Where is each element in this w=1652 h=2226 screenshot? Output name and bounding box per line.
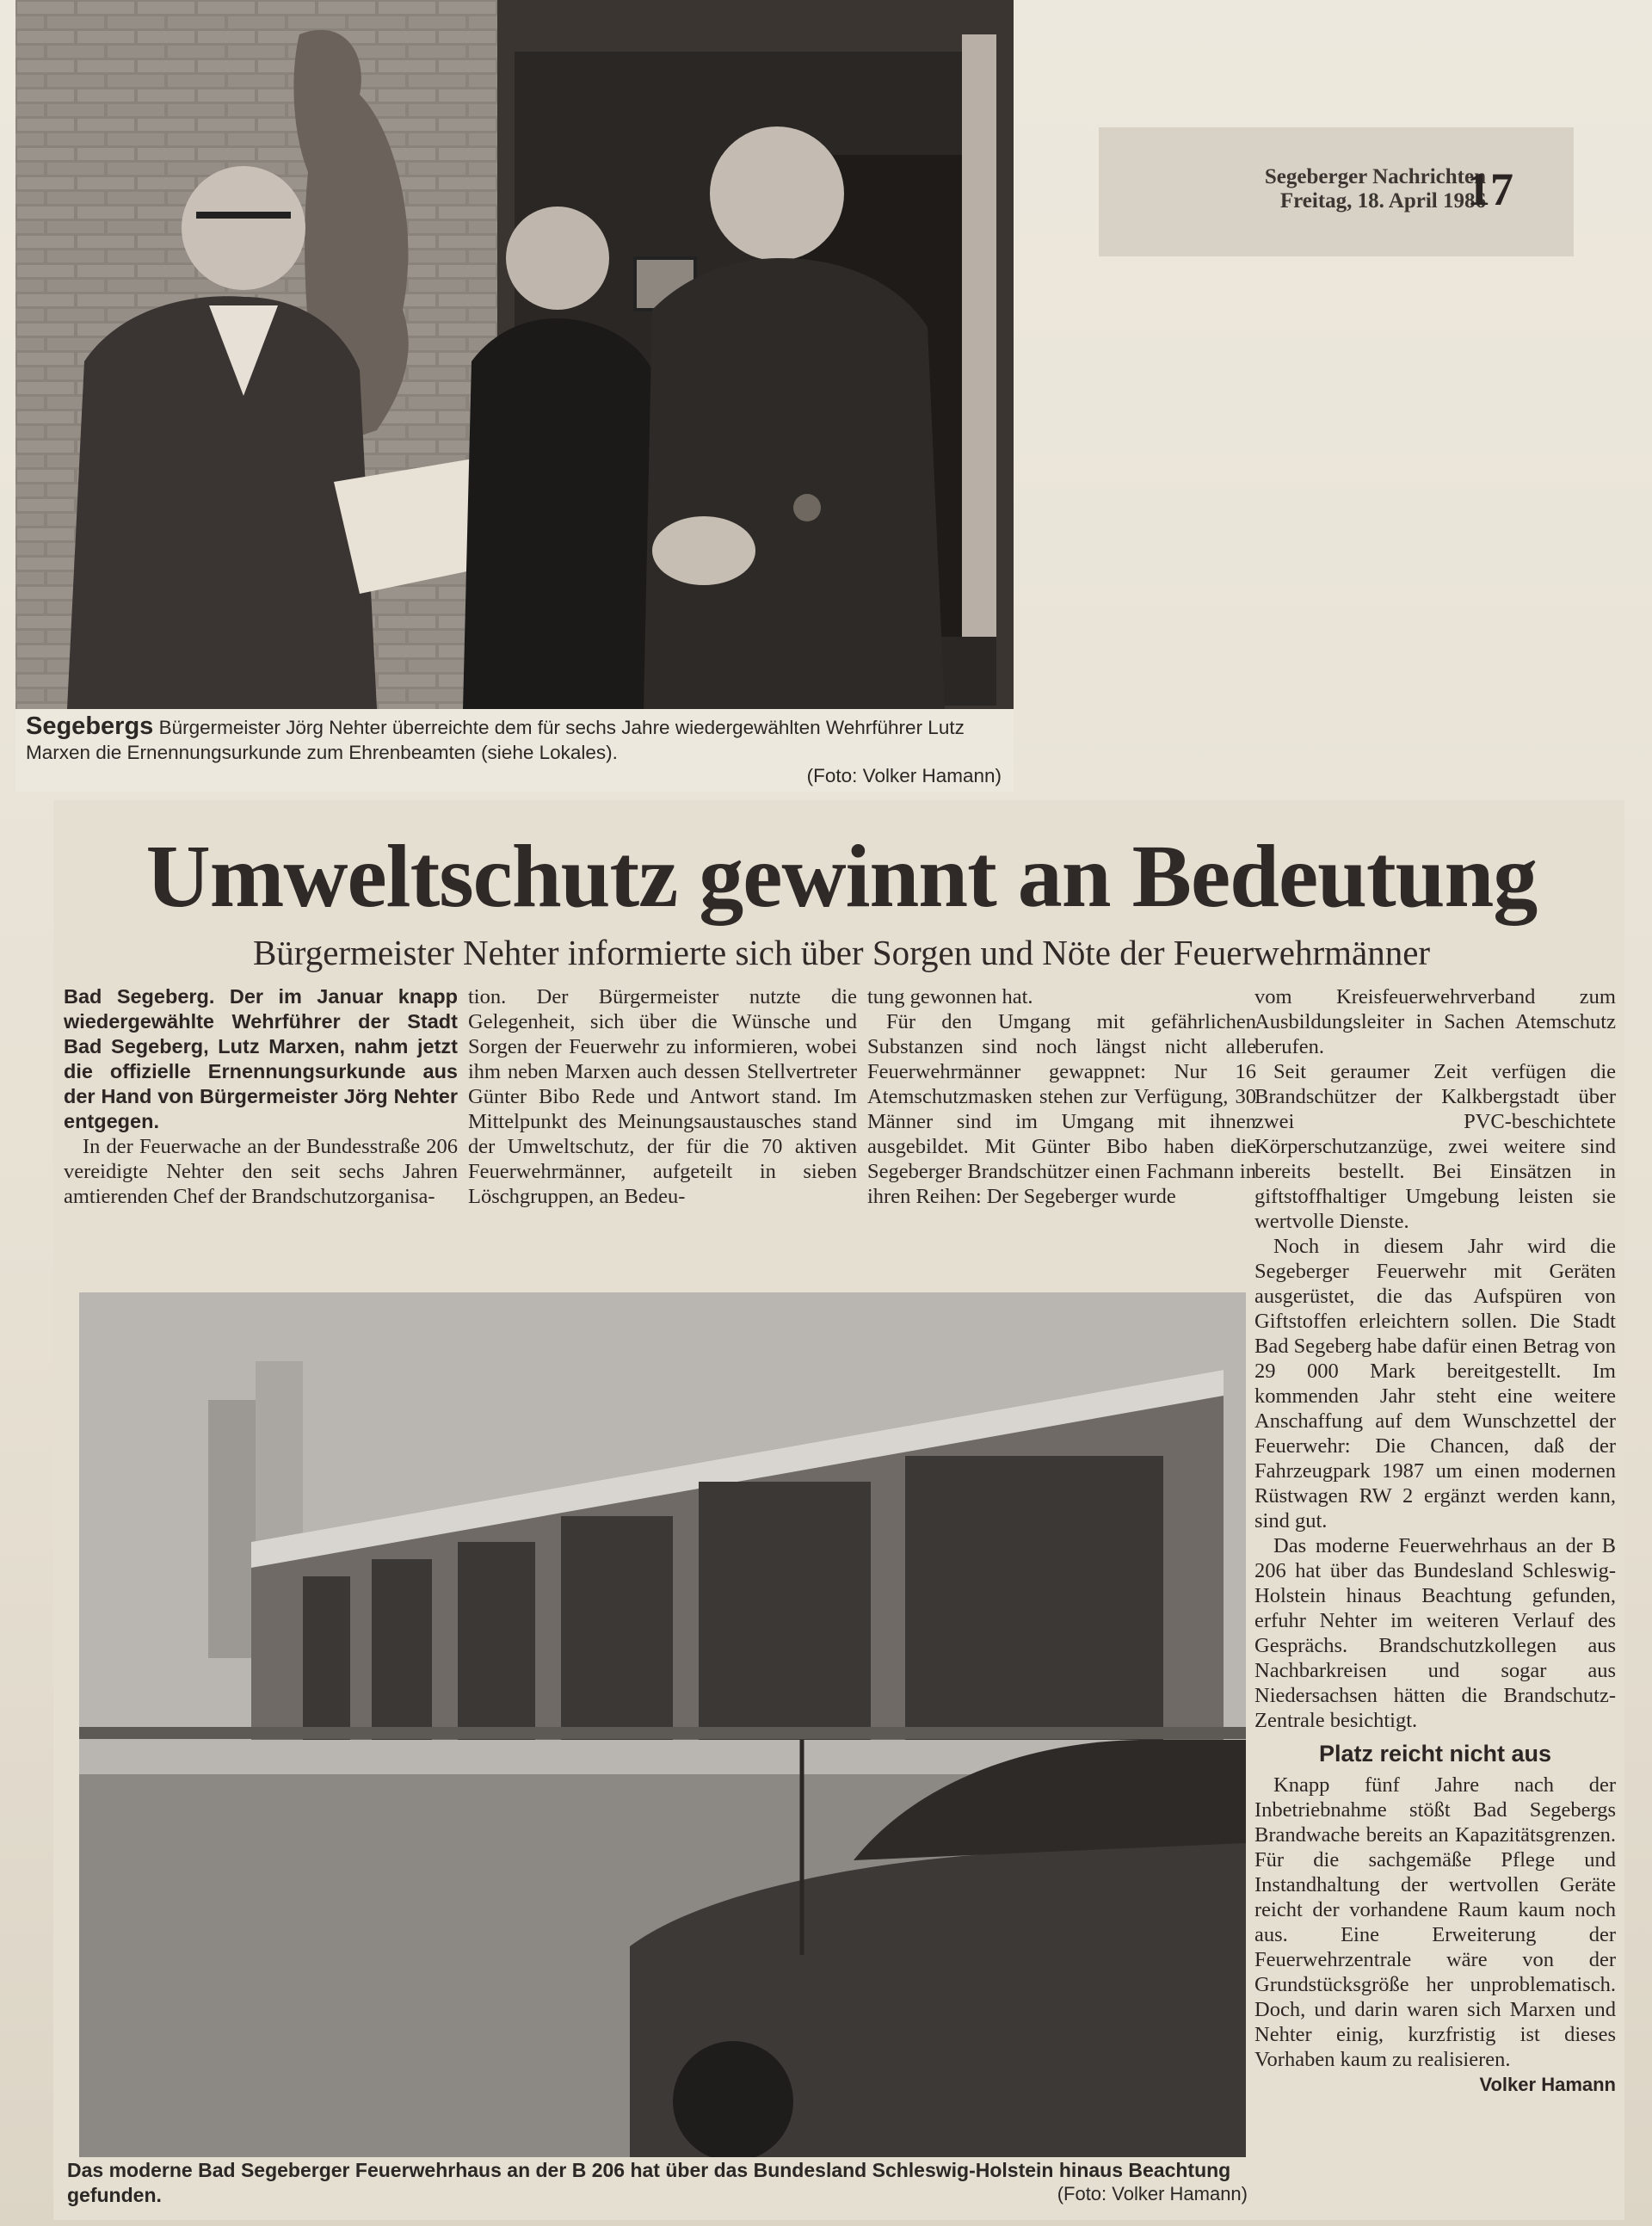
article-column-4 bbox=[1254, 984, 1616, 2097]
article-author: Volker Hamann bbox=[1479, 2074, 1616, 2095]
col4-paragraph-5: Knapp fünf Jahre nach der Inbetriebnahme stößt Bad Segebergs Brandwache bereits an Kapazitätsgrenzen. Für die sachgemäße Pflege und Instandhaltung der wertvollen Geräte reicht der vorhandene Raum kaum noch aus. Eine Erweiterung der Feuerwehrzentrale wäre von der Grundstücksgröße her unproblematisch. Doch, und darin waren sich Marxen und Nehter einig, kurzfristig ist dieses Vorhaben kaum zu realisieren. bbox=[1254, 1773, 1616, 2071]
bottom-photo-credit: (Foto: Volker Hamann) bbox=[1057, 2183, 1248, 2204]
top-photo bbox=[15, 0, 1014, 792]
bottom-photo-illustration bbox=[79, 1292, 1246, 2157]
issue-date: Freitag, 18. April 1986 bbox=[1279, 189, 1486, 213]
top-photo-credit: (Foto: Volker Hamann) bbox=[806, 765, 1002, 786]
col4-paragraph-1: vom Kreisfeuerwehrverband zum Ausbildungsleiter in Sachen Atemschutz berufen. bbox=[1254, 985, 1616, 1058]
paper-name: Segeberger Nachrichten bbox=[1264, 165, 1486, 188]
col3-paragraph-1: tung gewonnen hat. bbox=[867, 985, 1033, 1008]
article-column-3 bbox=[867, 984, 1256, 1209]
col4-paragraph-4: Das moderne Feuerwehrhaus an der B 206 hat über das Bundesland Schleswig-Holstein hinaus Beachtung gefunden, erfuhr Nehter im weiteren Verlauf des Gesprächs. Brandschutzkollegen aus Nachbarkreisen und sogar aus Niedersachsen hätten die Brandschutz-Zentrale besichtigt. bbox=[1254, 1534, 1616, 1732]
top-caption-text: Bürgermeister Jörg Nehter überreichte dem für sechs Jahre wiedergewählten Wehrführer Lutz Marxen die Ernennungsurkunde zum Ehrenbeamten (siehe Lokales). bbox=[26, 717, 965, 763]
article-column-2 bbox=[468, 984, 857, 1209]
article-headline: Umweltschutz gewinnt an Bedeutung bbox=[145, 827, 1538, 926]
bottom-photo bbox=[79, 1292, 1246, 2157]
page-number: 17 bbox=[1467, 163, 1513, 215]
masthead-text bbox=[1159, 165, 1486, 213]
col2-paragraph-1: tion. Der Bürgermeister nutzte die Gelegenheit, sich über die Wünsche und Sorgen der Feuerwehr zu informieren, wobei ihm neben Marxen auch dessen Stellvertreter Günter Bibo Rede und Antwort stand. Im Mittelpunkt des Meinungsaustausches stand der Umweltschutz, der für die 70 aktiven Feuerwehrmänner, aufgeteilt in sieben Löschgruppen, an Bedeu- bbox=[468, 985, 857, 1208]
col1-paragraph-1: Bad Segeberg. Der im Januar knapp wiedergewählte Wehrführer der Stadt Bad Segeberg, Lutz Marxen, nahm jetzt die offizielle Ernennungsurkunde aus der Hand von Bürgermeister Jörg Nehter entgegen. bbox=[64, 985, 458, 1132]
masthead-box bbox=[1099, 127, 1574, 256]
article-column-1 bbox=[64, 984, 458, 1209]
col1-paragraph-2: In der Feuerwache an der Bundesstraße 206 vereidigte Nehter den seit sechs Jahren amtierenden Chef der Brandschutzorganisa- bbox=[64, 1135, 458, 1208]
bottom-photo-caption: Das moderne Bad Segeberger Feuerwehrhaus an der B 206 hat über das Bundesland Schleswig-Holstein hinaus Beachtung gefunden. bbox=[67, 2159, 1231, 2206]
article-subheadline: Bürgermeister Nehter informierte sich über Sorgen und Nöte der Feuerwehrmänner bbox=[252, 933, 1431, 972]
top-caption-lead: Segebergs bbox=[26, 712, 154, 740]
col4-paragraph-2: Seit geraumer Zeit verfügen die Brandschützer der Kalkbergstadt über zwei PVC-beschichtete Körperschutzanzüge, zwei weitere sind bereits bestellt. Bei Einsätzen in giftstoffhaltiger Umgebung leisten sie wertvolle Dienste. bbox=[1254, 1060, 1616, 1233]
col4-subheading: Platz reicht nicht aus bbox=[1318, 1741, 1552, 1767]
top-photo-caption bbox=[15, 709, 1014, 792]
col3-paragraph-2: Für den Umgang mit gefährlichen Substanzen sind noch längst nicht alle Feuerwehrmänner gewappnet: Nur 16 Atemschutzmasken stehen zur Verfügung, 30 Männer sind im Umgang mit ihnen ausgebildet. Mit Günter Bibo haben die Segeberger Brandschützer einen Fachmann in ihren Reihen: Der Segeberger wurde bbox=[867, 1010, 1256, 1208]
col4-paragraph-3: Noch in diesem Jahr wird die Segeberger Feuerwehr mit Geräten ausgerüstet, die das Aufspüren von Giftstoffen erleichtern sollen. Die Stadt Bad Segeberg habe dafür einen Betrag von 29 000 Mark bereitgestellt. Im kommenden Jahr steht eine weitere Anschaffung auf dem Wunschzettel der Feuerwehr: Die Chancen, daß der Fahrzeugpark 1987 um einen modernen Rüstwagen RW 2 ergänzt werden kann, sind gut. bbox=[1254, 1235, 1616, 1532]
top-photo-illustration bbox=[15, 0, 1014, 792]
